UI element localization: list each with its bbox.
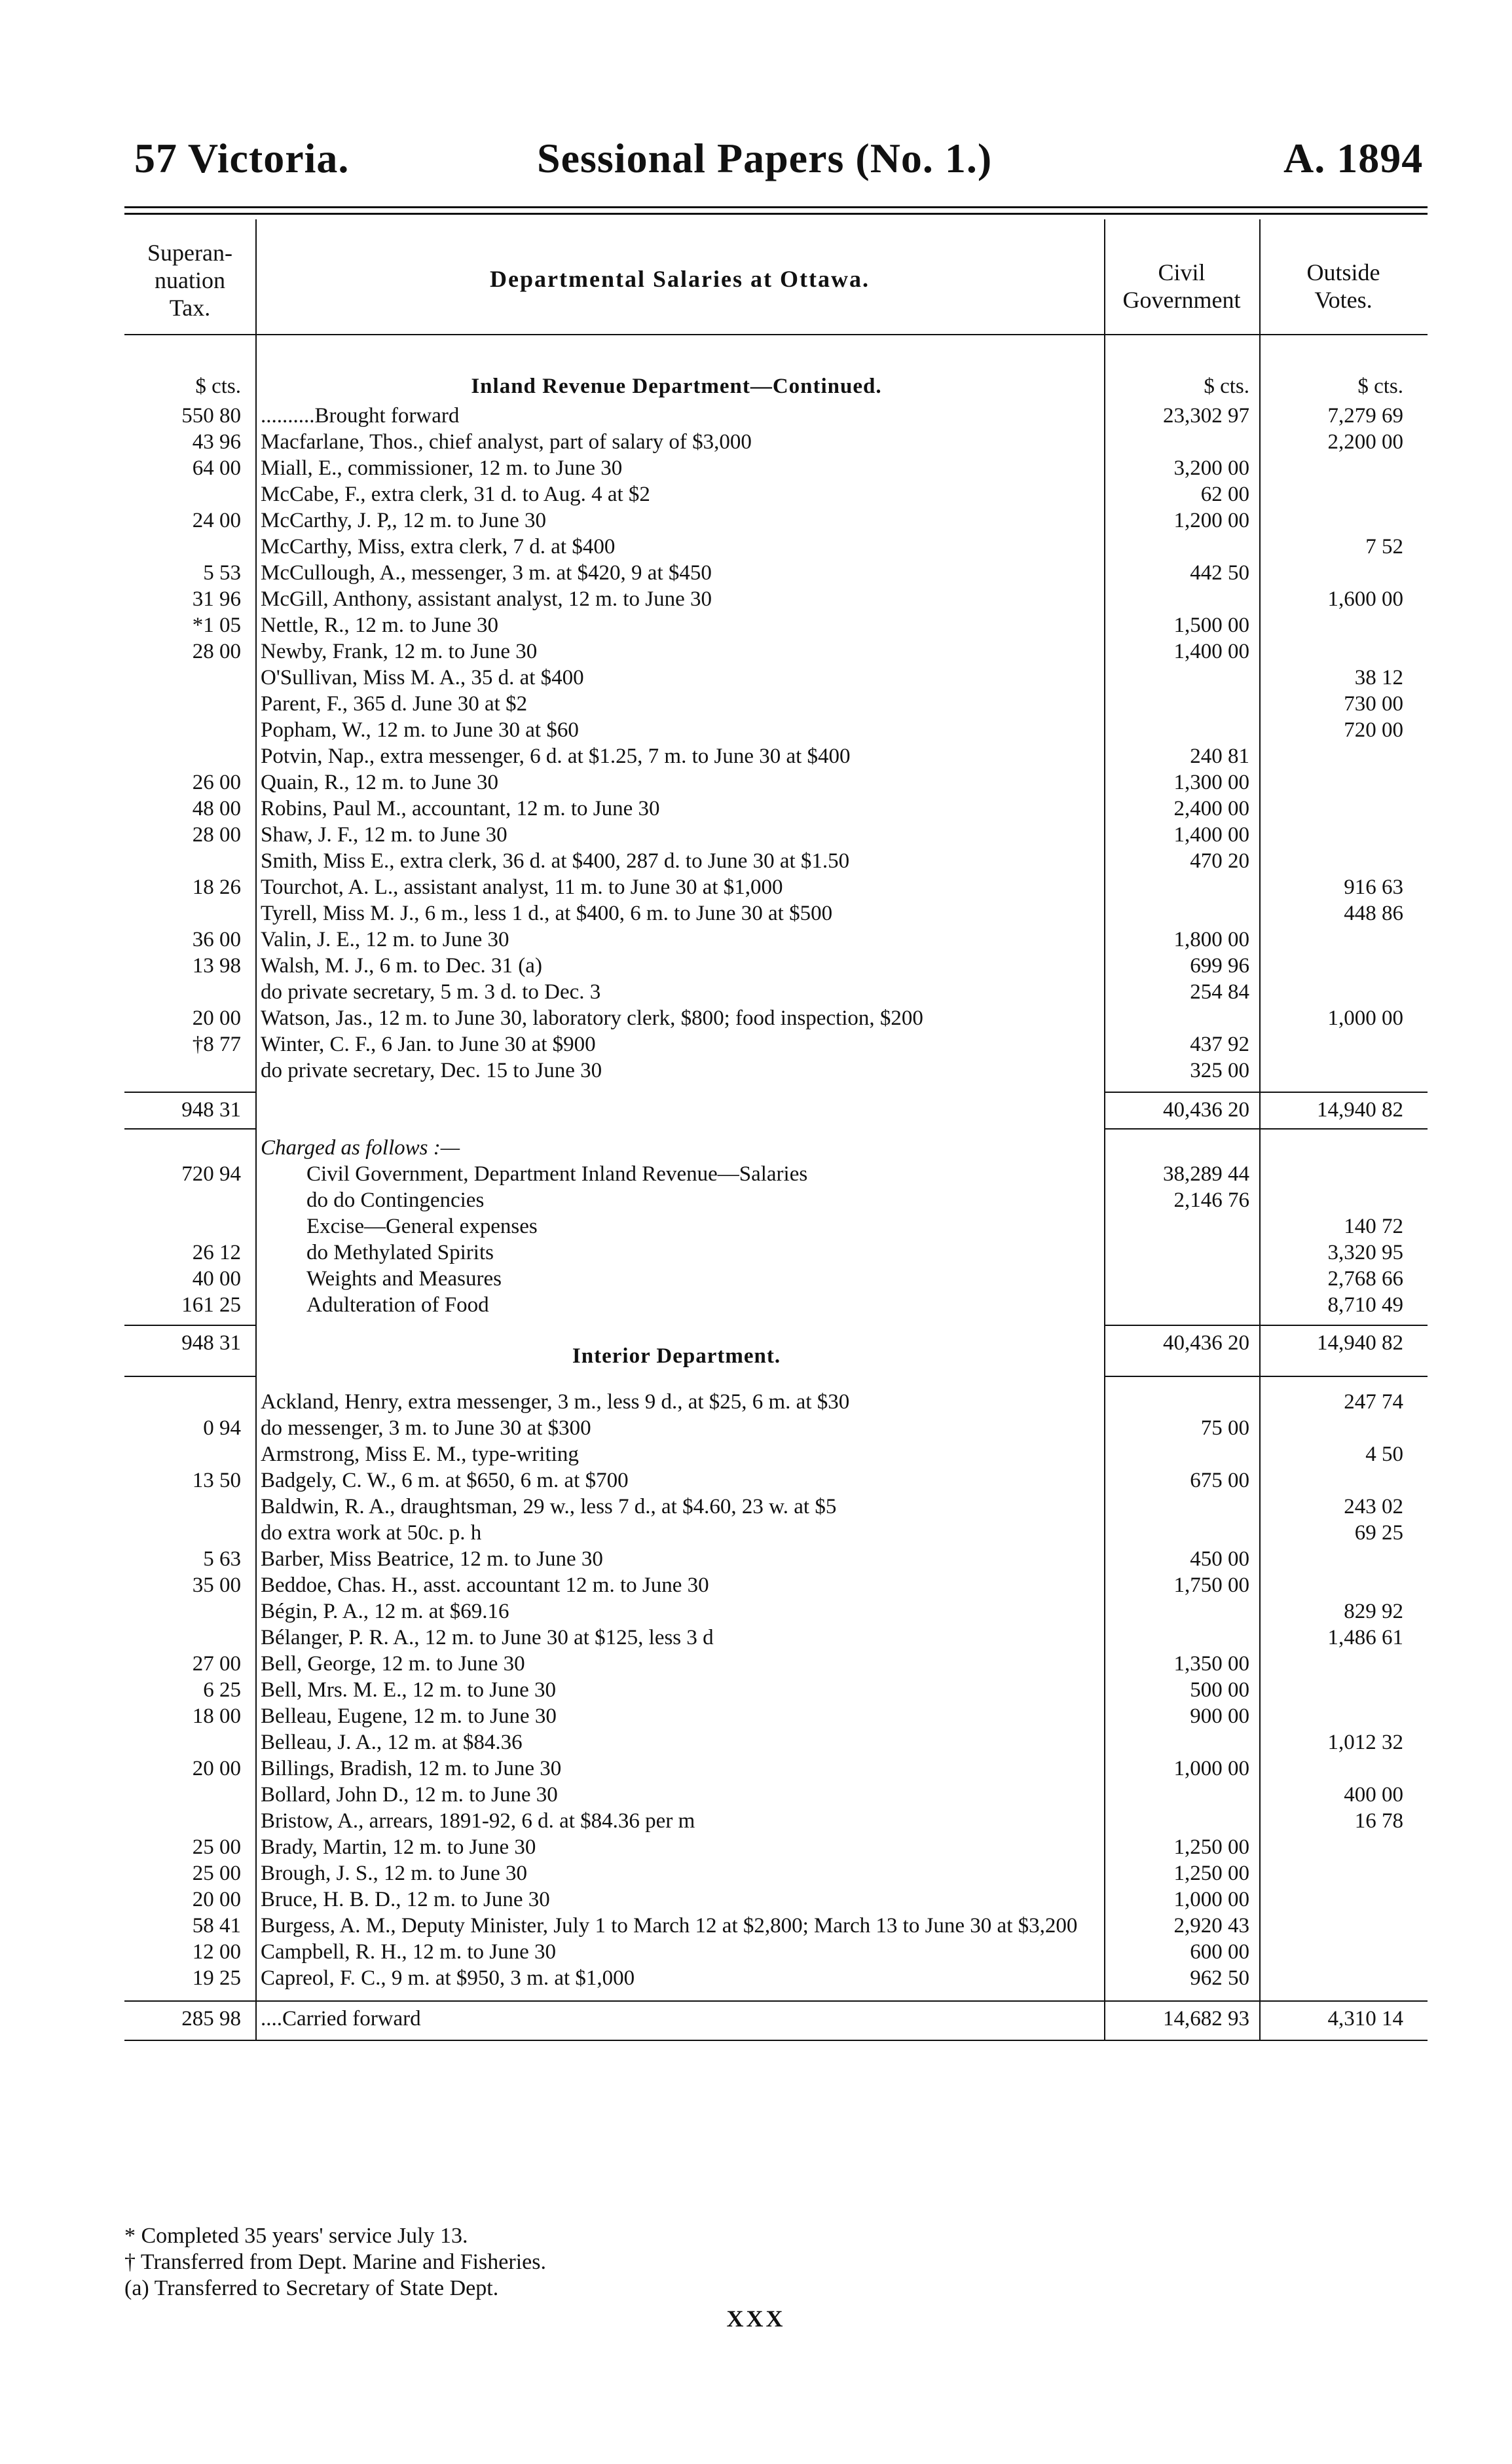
row-description: Weights and Measures [306,1267,502,1291]
row-description: Miall, E., commissioner, 12 m. to June 30 [261,456,623,480]
table-row [124,1441,1428,1467]
row-description: Armstrong, Miss E. M., type-writing [261,1443,579,1466]
civil-value: 254 84 [1190,980,1249,1004]
outside-value: 14,940 82 [1317,1098,1403,1122]
outside-value: 916 63 [1344,875,1403,899]
outside-value: 720 00 [1344,718,1403,742]
tax-value: 24 00 [192,509,241,532]
tax-value: 948 31 [181,1331,241,1355]
tax-value: 36 00 [192,928,241,951]
table-row [124,612,1428,638]
table-row [124,1598,1428,1625]
table-row [124,1834,1428,1860]
tax-value: 18 00 [192,1704,241,1728]
row-description: do do Contingencies [306,1188,485,1212]
table-row [124,874,1428,900]
table-row [124,1005,1428,1031]
outside-value: 4 50 [1365,1443,1403,1466]
tax-value: 26 12 [192,1241,241,1264]
outside-value: 3,320 95 [1327,1241,1403,1264]
civil-value: 14,682 93 [1163,2007,1249,2031]
civil-value: 2,146 76 [1173,1188,1249,1212]
total-rule [1104,1128,1428,1130]
outside-value: 1,012 32 [1327,1731,1403,1754]
civil-value: 1,500 00 [1173,614,1249,637]
tax-value: 58 41 [192,1914,241,1938]
tax-value: 20 00 [192,1757,241,1780]
total-rule [124,1325,255,1326]
row-description: do extra work at 50c. p. h [261,1521,482,1545]
row-description: Ackland, Henry, extra messenger, 3 m., less 9 d., at $25, 6 m. at $30 [261,1390,850,1414]
outside-value: 829 92 [1344,1600,1403,1623]
tax-value: 6 25 [203,1678,241,1702]
row-description: Bruce, H. B. D., 12 m. to June 30 [261,1888,550,1911]
outside-value: 1,600 00 [1327,587,1403,611]
row-description: Newby, Frank, 12 m. to June 30 [261,640,538,663]
tax-value: 19 25 [192,1966,241,1990]
tax-value: 26 00 [192,771,241,794]
outside-value: 243 02 [1344,1495,1403,1518]
row-description: ....Carried forward [261,2007,421,2031]
table-row [124,455,1428,481]
civil-value: 1,000 00 [1173,1757,1249,1780]
tax-value: *1 05 [192,614,241,637]
table-row [124,1913,1428,1939]
total-rule [124,1376,255,1377]
table-row [124,743,1428,769]
table-row [124,638,1428,665]
table-row [124,927,1428,953]
tax-value: 25 00 [192,1835,241,1859]
outside-value: 69 25 [1354,1521,1403,1545]
row-description: Potvin, Nap., extra messenger, 6 d. at $1.25, 7 m. to June 30 at $400 [261,745,851,768]
table-row [124,769,1428,796]
row-description: do messenger, 3 m. to June 30 at $300 [261,1416,591,1440]
outside-value: 448 86 [1344,902,1403,925]
table-row [124,1860,1428,1886]
row-description: Brady, Martin, 12 m. to June 30 [261,1835,536,1859]
table-row [124,1651,1428,1677]
outside-value: 730 00 [1344,692,1403,716]
document-title: Sessional Papers (No. 1.) [537,135,993,181]
civil-value: 442 50 [1190,561,1249,585]
tax-value: 285 98 [181,2007,241,2031]
row-description: Bélanger, P. R. A., 12 m. to June 30 at $125, less 3 d [261,1626,714,1649]
civil-value: 470 20 [1190,849,1249,873]
table-row [124,848,1428,874]
table-row [124,1546,1428,1572]
row-description: Burgess, A. M., Deputy Minister, July 1 to March 12 at $2,800; March 13 to June 30 at $3,200 [261,1914,1078,1938]
outside-value: 1,486 61 [1327,1626,1403,1649]
row-description: O'Sullivan, Miss M. A., 35 d. at $400 [261,666,584,690]
row-description: Smith, Miss E., extra clerk, 36 d. at $400, 287 d. to June 30 at $1.50 [261,849,850,873]
outside-value: 2,768 66 [1327,1267,1403,1291]
col-header-civil: Civil Government [1122,259,1241,313]
tax-value: 13 50 [192,1469,241,1492]
table-row [124,429,1428,455]
tax-value: 31 96 [192,587,241,611]
outside-value: 2,200 00 [1327,430,1403,454]
civil-value: 1,750 00 [1173,1573,1249,1597]
year-label: A. 1894 [1283,135,1424,181]
table-row [124,481,1428,507]
footnote: * Completed 35 years' service July 13. [124,2224,468,2248]
civil-value: 1,800 00 [1173,928,1249,951]
outside-value: 7,279 69 [1327,404,1403,428]
tax-value: 18 26 [192,875,241,899]
row-description: McCullough, A., messenger, 3 m. at $420, 9 at $450 [261,561,712,585]
civil-value: 1,200 00 [1173,509,1249,532]
civil-value: 38,289 44 [1163,1162,1249,1186]
table-row [124,979,1428,1005]
col-header-outside: Outside Votes. [1306,259,1380,313]
civil-value: 2,920 43 [1173,1914,1249,1938]
table-row [124,1240,1428,1266]
tax-value: 27 00 [192,1652,241,1676]
table-row [124,1031,1428,1057]
section-title: Interior Department. [572,1344,781,1368]
row-description: Capreol, F. C., 9 m. at $950, 3 m. at $1,000 [261,1966,635,1990]
row-description: do private secretary, 5 m. 3 d. to Dec. 3 [261,980,601,1004]
tax-value: †8 77 [192,1033,241,1056]
charged-title-row [124,1135,1428,1161]
tax-value: 161 25 [181,1293,241,1317]
table-row [124,1467,1428,1494]
row-description: Shaw, J. F., 12 m. to June 30 [261,823,507,847]
table-row [124,1677,1428,1703]
row-description: Bégin, P. A., 12 m. at $69.16 [261,1600,509,1623]
outside-value: 400 00 [1344,1783,1403,1807]
tax-value: 0 94 [203,1416,241,1440]
row-description: Adulteration of Food [306,1293,489,1317]
table-row [124,403,1428,429]
civil-value: 1,400 00 [1173,640,1249,663]
civil-value: 450 00 [1190,1547,1249,1571]
outside-value: 1,000 00 [1327,1006,1403,1030]
section-title: Inland Revenue Department—Continued. [471,375,882,398]
civil-value: 1,250 00 [1173,1862,1249,1885]
table-row [124,560,1428,586]
tax-value: 35 00 [192,1573,241,1597]
civil-value: 500 00 [1190,1678,1249,1702]
table-row [124,1939,1428,1965]
table-row [124,1729,1428,1756]
footnote: † Transferred from Dept. Marine and Fisheries. [124,2250,546,2274]
tax-value: 28 00 [192,823,241,847]
total-rule [1104,1325,1428,1326]
civil-value: 62 00 [1200,483,1249,506]
table-row [124,691,1428,717]
table-row [124,1782,1428,1808]
outside-value: 16 78 [1354,1809,1403,1833]
outside-value: 38 12 [1354,666,1403,690]
row-description: Barber, Miss Beatrice, 12 m. to June 30 [261,1547,603,1571]
civil-value: 40,436 20 [1163,1098,1249,1122]
row-description: Bell, Mrs. M. E., 12 m. to June 30 [261,1678,556,1702]
table-row [124,1266,1428,1292]
civil-value: 40,436 20 [1163,1331,1249,1355]
footnote: (a) Transferred to Secretary of State Dept. [124,2276,499,2300]
table-row [124,1292,1428,1318]
table-row [124,1494,1428,1520]
carried-rule [124,2000,1428,2002]
row-description: Tyrell, Miss M. J., 6 m., less 1 d., at $400, 6 m. to June 30 at $500 [261,902,833,925]
table-row [124,1572,1428,1598]
table-row [124,796,1428,822]
table-row [124,1808,1428,1834]
outside-value: 7 52 [1365,535,1403,559]
outside-value: 8,710 49 [1327,1293,1403,1317]
row-description: Winter, C. F., 6 Jan. to June 30 at $900 [261,1033,596,1056]
row-description: Bollard, John D., 12 m. to June 30 [261,1783,558,1807]
tax-value: 20 00 [192,1888,241,1911]
row-description: Brough, J. S., 12 m. to June 30 [261,1862,528,1885]
row-description: McCabe, F., extra clerk, 31 d. to Aug. 4 at $2 [261,483,650,506]
unit-tax: $ cts. [195,375,241,398]
outside-value: 247 74 [1344,1390,1403,1414]
unit-outside: $ cts. [1357,375,1403,398]
row-description: Beddoe, Chas. H., asst. accountant 12 m. to June 30 [261,1573,709,1597]
civil-value: 437 92 [1190,1033,1249,1056]
civil-value: 1,400 00 [1173,823,1249,847]
civil-value: 75 00 [1200,1416,1249,1440]
table-row [124,1187,1428,1213]
row-description: Quain, R., 12 m. to June 30 [261,771,498,794]
header-separator [124,334,1428,335]
tax-value: 5 53 [203,561,241,585]
table-row [124,1965,1428,1991]
total-rule [124,1128,255,1130]
table-row [124,1415,1428,1441]
table-row [124,1389,1428,1415]
row-description: Parent, F., 365 d. June 30 at $2 [261,692,528,716]
row-description: Walsh, M. J., 6 m. to Dec. 31 (a) [261,954,542,978]
section-title-row [124,373,1428,399]
carried-forward-row [124,2006,1428,2032]
row-description: McCarthy, J. P,, 12 m. to June 30 [261,509,547,532]
salary-table [124,219,1428,2041]
table-row [124,900,1428,927]
civil-value: 900 00 [1190,1704,1249,1728]
tax-value: 12 00 [192,1940,241,1964]
civil-value: 600 00 [1190,1940,1249,1964]
col-header-tax: Superan- nuation Tax. [147,240,232,321]
tax-value: 5 63 [203,1547,241,1571]
row-description: do Methylated Spirits [306,1241,494,1264]
row-description: Robins, Paul M., accountant, 12 m. to June 30 [261,797,660,820]
table-row [124,953,1428,979]
row-description: Belleau, Eugene, 12 m. to June 30 [261,1704,557,1728]
table-row [124,1213,1428,1240]
table-row [124,507,1428,534]
civil-value: 1,250 00 [1173,1835,1249,1859]
row-description: Billings, Bradish, 12 m. to June 30 [261,1757,562,1780]
civil-value: 675 00 [1190,1469,1249,1492]
table-row [124,1520,1428,1546]
tax-value: 948 31 [181,1098,241,1122]
row-description: Valin, J. E., 12 m. to June 30 [261,928,509,951]
table-row [124,665,1428,691]
row-description: do private secretary, Dec. 15 to June 30 [261,1059,602,1082]
table-row [124,1756,1428,1782]
row-description: Tourchot, A. L., assistant analyst, 11 m. to June 30 at $1,000 [261,875,783,899]
outside-value: 4,310 14 [1327,2007,1403,2031]
tax-value: 20 00 [192,1006,241,1030]
tax-value: 40 00 [192,1267,241,1291]
outside-value: 14,940 82 [1317,1331,1403,1355]
total-row [124,1097,1428,1123]
table-row [124,822,1428,848]
tax-value: 48 00 [192,797,241,820]
row-description: Badgely, C. W., 6 m. at $650, 6 m. at $700 [261,1469,629,1492]
tax-value: 64 00 [192,456,241,480]
tax-value: 720 94 [181,1162,241,1186]
total-rule [1104,1376,1428,1377]
tax-value: 13 98 [192,954,241,978]
charged-title: Charged as follows :— [261,1136,460,1160]
col-header-title: Departmental Salaries at Ottawa. [490,266,870,292]
tax-value: 28 00 [192,640,241,663]
civil-value: 2,400 00 [1173,797,1249,820]
civil-value: 1,300 00 [1173,771,1249,794]
tax-value: 25 00 [192,1862,241,1885]
row-description: Watson, Jas., 12 m. to June 30, laboratory clerk, $800; food inspection, $200 [261,1006,923,1030]
table-row [124,1703,1428,1729]
civil-value: 699 96 [1190,954,1249,978]
row-description: Bristow, A., arrears, 1891-92, 6 d. at $84.36 per m [261,1809,695,1833]
total-rule [1104,1092,1428,1093]
civil-value: 962 50 [1190,1966,1249,1990]
row-description: Macfarlane, Thos., chief analyst, part of salary of $3,000 [261,430,752,454]
row-description: Baldwin, R. A., draughtsman, 29 w., less 7 d., at $4.60, 23 w. at $5 [261,1495,837,1518]
table-row [124,534,1428,560]
civil-value: 23,302 97 [1163,404,1249,428]
bottom-rule [124,2040,1428,2041]
tax-value: 550 80 [181,404,241,428]
civil-value: 325 00 [1190,1059,1249,1082]
civil-value: 1,000 00 [1173,1888,1249,1911]
row-description: Civil Government, Department Inland Revenue—Salaries [306,1162,808,1186]
row-description: ..........Brought forward [261,404,460,428]
header-rule-2 [124,213,1428,215]
row-description: McGill, Anthony, assistant analyst, 12 m. to June 30 [261,587,712,611]
civil-value: 3,200 00 [1173,456,1249,480]
total-rule [124,1092,255,1093]
civil-value: 1,350 00 [1173,1652,1249,1676]
row-description: Popham, W., 12 m. to June 30 at $60 [261,718,579,742]
header-rule [124,206,1428,208]
table-row [124,717,1428,743]
page-number: XXX [726,2306,786,2332]
table-row [124,1161,1428,1187]
unit-civil: $ cts. [1204,375,1249,398]
civil-value: 240 81 [1190,745,1249,768]
row-description: Excise—General expenses [306,1215,538,1238]
outside-value: 140 72 [1344,1215,1403,1238]
row-description: Belleau, J. A., 12 m. at $84.36 [261,1731,523,1754]
row-description: Bell, George, 12 m. to June 30 [261,1652,525,1676]
table-row [124,1886,1428,1913]
tax-value: 43 96 [192,430,241,454]
row-description: McCarthy, Miss, extra clerk, 7 d. at $400 [261,535,616,559]
session-label: 57 Victoria. [134,135,350,181]
table-row [124,586,1428,612]
table-row [124,1057,1428,1084]
table-row [124,1625,1428,1651]
row-description: Campbell, R. H., 12 m. to June 30 [261,1940,556,1964]
section-title-row [124,1343,1428,1369]
row-description: Nettle, R., 12 m. to June 30 [261,614,498,637]
